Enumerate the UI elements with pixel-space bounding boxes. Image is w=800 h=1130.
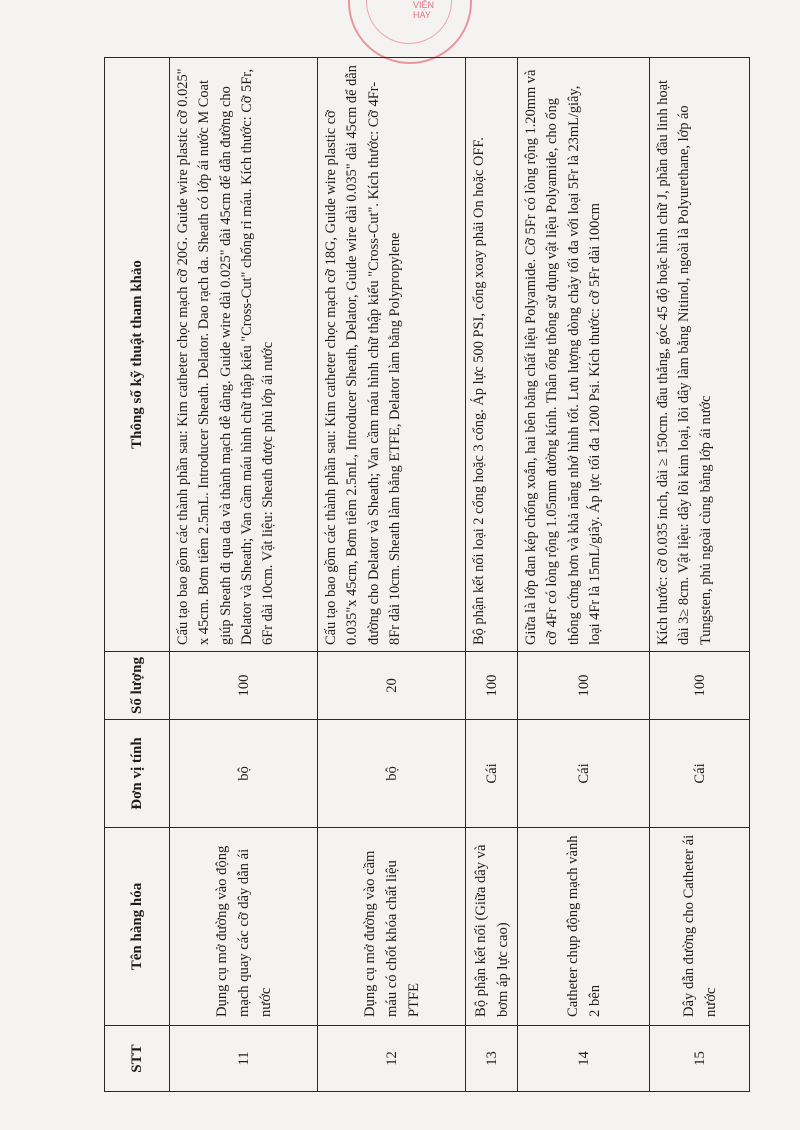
row-spec: Cấu tạo bao gồm các thành phần sau: Kim catheter chọc mạch cỡ 20G. Guide wire plastic cỡ 0.025" x 45cm. Bơm tiêm 2.5mL. Introducer Sheath. Delator. Dao rạch da. Sheath có lớp ái nước M Coat giúp Sheath đi qua da và thành mạch dễ dàng. Guide wire dài 0.025" dài 45cm để dẫn đường cho Delator và Sheath; Van cầm máu hình chữ thập kiểu "Cross-Cut" chống rỉ máu. Kích thước: Cỡ 5Fr, 6Fr dài 10cm. Vật liệu: Sheath được phủ lớp ái nước [170, 58, 318, 652]
row-spec: Bộ phận kết nối loại 2 cổng hoặc 3 cổng. Áp lực 500 PSI, cổng xoay phải On hoặc OFF. [466, 58, 518, 652]
row-name: Dụng cụ mở đường vào cầm máu có chốt khóa chất liệu PTFE [318, 828, 466, 1026]
row-qty: 20 [318, 652, 466, 720]
header-name: Tên hàng hóa [105, 828, 170, 1026]
row-unit: Cái [466, 720, 518, 828]
row-stt: 11 [170, 1026, 318, 1092]
red-stamp: VIỆN HAY [328, 0, 488, 70]
table-row [518, 58, 650, 1092]
row-qty: 100 [170, 652, 318, 720]
row-stt: 14 [518, 1026, 650, 1092]
table-row [318, 58, 466, 1092]
row-qty: 100 [518, 652, 650, 720]
row-unit: Cái [518, 720, 650, 828]
specification-table [104, 57, 750, 1092]
row-name: Catheter chụp động mạch vành 2 bên [518, 828, 650, 1026]
table-header-row [105, 58, 170, 1092]
header-unit: Đơn vị tính [105, 720, 170, 828]
table-row [466, 58, 518, 1092]
row-stt: 13 [466, 1026, 518, 1092]
header-spec: Thông số kỹ thuật tham khảo [105, 58, 170, 652]
row-stt: 12 [318, 1026, 466, 1092]
row-spec: Giữa là lớp đan kép chống xoắn, hai bên bằng chất liệu Polyamide. Cỡ 5Fr có lòng rộng 1.20mm và cỡ 4Fr có lòng rộng 1.05mm đường kính. Thân ống thông sử dụng vật liệu Polyamide, cho ống thông cứng hơn và khả năng nhớ hình tốt. Lưu lượng dòng chảy tối đa với loại 5Fr là 23mL/giây, loại 4Fr là 15mL/giây. Áp lực tối đa 1200 Psi. Kích thước: cỡ 5Fr dài 100cm [518, 58, 650, 652]
row-spec: Kích thước: cỡ 0.035 inch, dài ≥ 150cm. đầu thẳng, góc 45 độ hoặc hình chữ J, phần đầu linh hoạt dài 3≥ 8cm. Vật liệu: dây lõi kim loại, lõi dây làm bằng Nitinol, ngoài là Polyurethane, lớp áo Tungsten, phủ ngoài cùng bằng lớp ái nước [650, 58, 750, 652]
table-row [650, 58, 750, 1092]
rotated-table-area [104, 58, 761, 1092]
header-qty: Số lượng [105, 652, 170, 720]
row-unit: bộ [318, 720, 466, 828]
row-stt: 15 [650, 1026, 750, 1092]
row-unit: Cái [650, 720, 750, 828]
row-unit: bộ [170, 720, 318, 828]
row-qty: 100 [650, 652, 750, 720]
row-name: Dây dẫn đường cho Catheter ái nước [650, 828, 750, 1026]
header-stt: STT [105, 1026, 170, 1092]
table-row [170, 58, 318, 1092]
row-qty: 100 [466, 652, 518, 720]
row-name: Bộ phận kết nối (Giữa dây và bơm áp lực cao) [466, 828, 518, 1026]
row-spec: Cấu tạo bao gồm các thành phần sau: Kim catheter chọc mạch cỡ 18G, Guide wire plastic cỡ 0.035"x 45cm, Bơm tiêm 2.5mL, Introducer Sheath, Delator, Guide wire dài 0.035" dài 45cm để dẫn đường cho Delator và Sheath; Van cầm máu hình chữ thập kiểu "Cross-Cut". Kích thước: Cỡ 4Fr-8Fr dài 10cm. Sheath làm bằng ETFE, Delator làm bằng Polypropylene [318, 58, 466, 652]
row-name: Dụng cụ mở đường vào động mạch quay các cỡ dây dẫn ái nước [170, 828, 318, 1026]
